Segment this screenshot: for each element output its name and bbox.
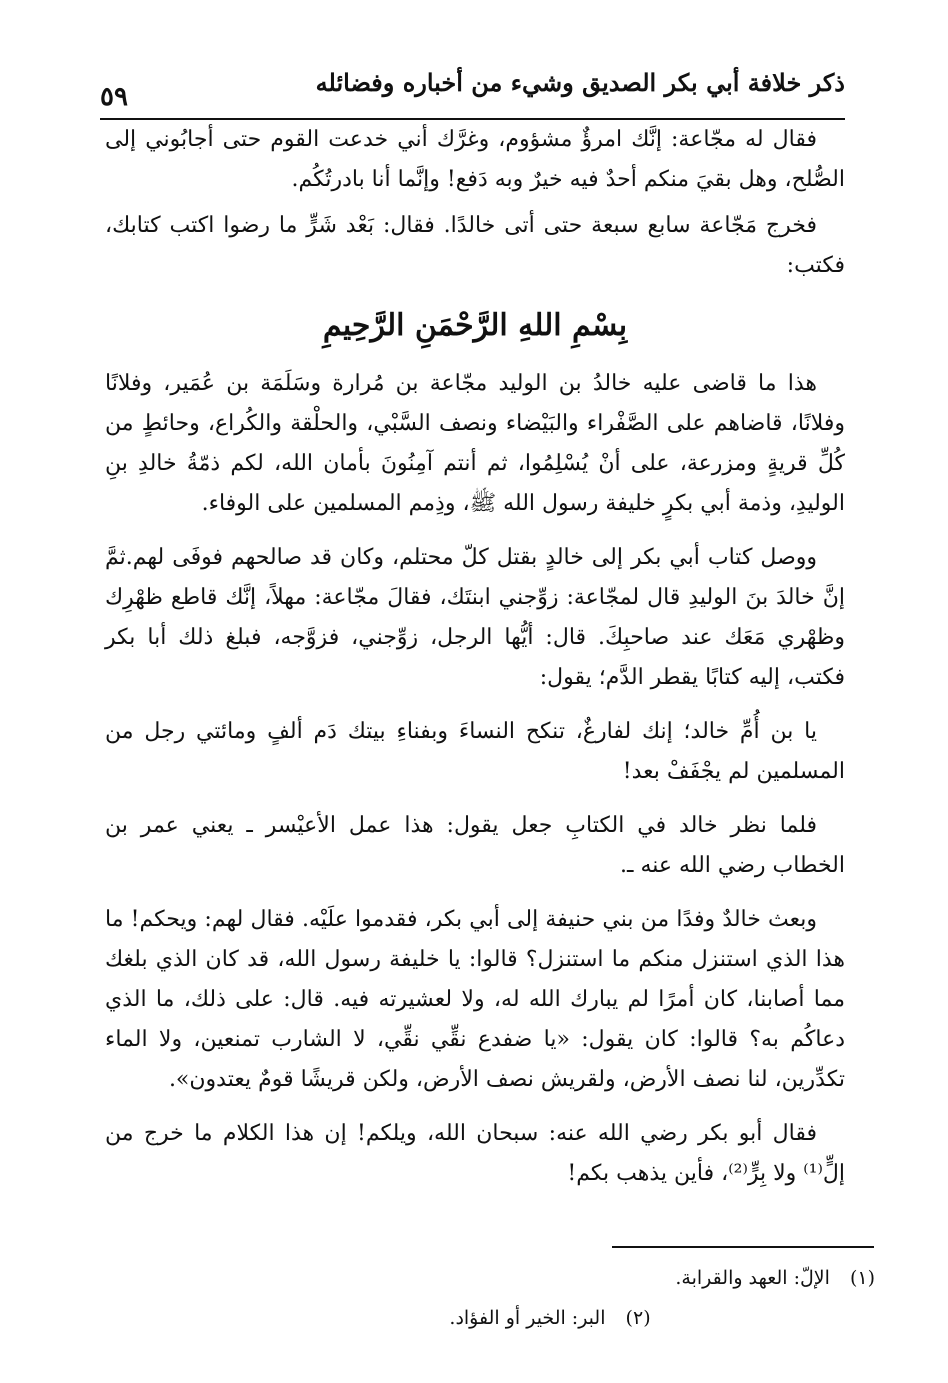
paragraph-3: هذا ما قاضى عليه خالدُ بن الوليد مجّاعة بن مُرارة وسَلَمَة بن عُمَير، وفلانًا وفلانًا، قاضاهم على الصَّفْراء والبَيْضاء ونصف السَّبْي، والحلْقة والكُراع، وحائطٍ من كُلِّ قريةٍ ومزرعة، على أنْ يُسْلِمُوا، ثم أنتم آمِنُونَ بأمان الله، لكم ذمّةُ خالدِ بنِ الوليدِ، وذمة أبي بكرٍ خليفة رسول الله ﷺ، وذِمم المسلمين على الوفاء. bbox=[105, 371, 845, 516]
paragraph-5: يا بن أُمِّ خالد؛ إنك لفارغٌ، تنكح النساءَ وبفناءِ بيتك دَم ألفٍ ومائتي رجل من المسلمين لم يجْفَفْ بعد! bbox=[105, 719, 845, 784]
main-text bbox=[105, 120, 845, 1208]
footnote-2 bbox=[449, 1298, 650, 1338]
footnote-row bbox=[105, 1258, 875, 1298]
paragraph-1: فقال له مجّاعة: إنَّك امرؤٌ مشؤوم، وغرَّك أني خدعت القوم حتى أجابُوني إلى الصُّلح، وهل بقيَ منكم أحدٌ فيه خيرٌ وبه دَفع! وإنَّما أنا بادرتُكُم. bbox=[105, 127, 845, 192]
footnote-2-number: (٢) bbox=[625, 1307, 651, 1329]
page-header bbox=[100, 62, 845, 114]
page-number: ٥٩ bbox=[100, 82, 128, 112]
footnote-1-number: (١) bbox=[849, 1267, 875, 1289]
paragraph-4: ووصل كتاب أبي بكر إلى خالدٍ بقتل كلّ محتلم، وكان قد صالحهم فوفَى لهم.ثمَّ إنَّ خالدَ بنَ الوليدِ قال لمجّاعة: زوِّجني ابنتَك، فقالَ مجّاعة: مهلاً، إنَّك قاطع ظهْرِك وظهْري مَعَك عند صاحبِكَ. قال: أيُّها الرجل، زوِّجني، فزوَّجه، فبلغ ذلك أبا بكر فكتب، إليه كتابًا يقطر الدَّم؛ يقول: bbox=[105, 545, 845, 690]
footnotes bbox=[105, 1258, 875, 1338]
footnote-1-text: الإلّ: العهد والقرابة. bbox=[675, 1267, 830, 1289]
paragraph-6: فلما نظر خالد في الكتابِ جعل يقول: هذا عمل الأعيْسر ـ يعني عمر بن الخطاب رضي الله عنه ـ. bbox=[105, 813, 845, 878]
footnote-1 bbox=[675, 1258, 875, 1298]
basmala: بِسْمِ اللهِ الرَّحْمَنِ الرَّحِيمِ bbox=[322, 308, 628, 343]
footnote-row-2 bbox=[105, 1298, 875, 1338]
paragraph-2: فخرج مَجّاعة سابع سبعة حتى أتى خالدًا. فقال: بَعْد شَرٍّ ما رضوا اكتب كتابك، فكتب: bbox=[105, 213, 845, 278]
paragraph-8: فقال أبو بكر رضي الله عنه: سبحان الله، ويلكم! إن هذا الكلام ما خرج من إلٍّ⁽¹⁾ ولا بِرٍّ⁽²⁾، فأين يذهب بكم! bbox=[105, 1121, 845, 1186]
running-title: ذكر خلافة أبي بكر الصديق وشيء من أخباره وفضائله bbox=[315, 68, 845, 97]
footnote-divider bbox=[612, 1246, 874, 1248]
paragraph-7: وبعث خالدٌ وفدًا من بني حنيفة إلى أبي بكر، فقدموا علَيْه. فقال لهم: ويحكم! ما هذا الذي استنزل منكم ما استنزل؟ قالوا: يا خليفة رسول الله، قد كان الذي بلغك مما أصابنا، كان أمرًا لم يبارك الله له، ولا لعشيرته فيه. قال: على ذلك، ما الذي دعاكُم به؟ قالوا: كان يقول: «يا ضفدع نقِّي نقِّي، لا الشارب تمنعين، ولا الماء تكدِّرين، لنا نصف الأرض، ولقريش نصف الأرض، ولكن قريشًا قومٌ يعتدون». bbox=[105, 907, 845, 1092]
footnote-2-text: البر: الخير أو الفؤاد. bbox=[449, 1307, 606, 1329]
